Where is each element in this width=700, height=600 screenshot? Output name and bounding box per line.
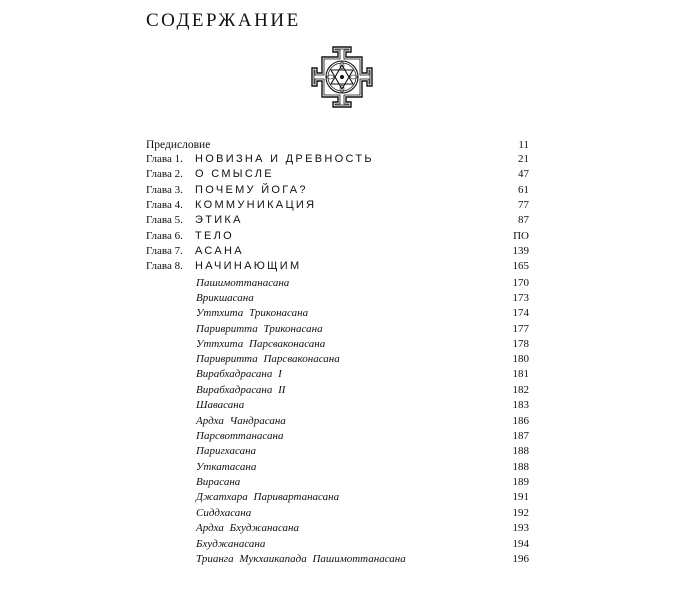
asana-page: 196: [512, 553, 529, 565]
page-title: СОДЕРЖАНИЕ: [146, 10, 301, 31]
asana-title: Ардха Чандрасана: [196, 415, 286, 427]
toc-row-chapter[interactable]: [0, 244, 700, 259]
asana-title: Бхуджанасана: [196, 538, 266, 550]
chapter-title: О СМЫСЛЕ: [195, 168, 274, 180]
toc-row-asana[interactable]: [0, 322, 700, 337]
asana-page: 181: [512, 368, 529, 380]
asana-title: Уткатасана: [196, 461, 257, 473]
chapter-number: Глава 8.: [146, 260, 183, 272]
toc-row-preface[interactable]: [0, 138, 700, 153]
toc-row-asana[interactable]: [0, 460, 700, 475]
toc-row-chapter[interactable]: [0, 183, 700, 198]
toc-row-asana[interactable]: [0, 552, 700, 567]
chapter-title: КОММУНИКАЦИЯ: [195, 199, 317, 211]
preface-page: 11: [518, 139, 529, 151]
toc-row-asana[interactable]: [0, 429, 700, 444]
chapter-number: Глава 5.: [146, 214, 183, 226]
asana-page: 182: [512, 384, 529, 396]
chapter-number: Глава 2.: [146, 168, 183, 180]
asana-page: 191: [512, 491, 529, 503]
asana-page: 174: [512, 307, 529, 319]
chapter-number: Глава 1.: [146, 153, 183, 165]
toc-row-asana[interactable]: [0, 414, 700, 429]
asana-page: 187: [512, 430, 529, 442]
chapter-page: 47: [518, 168, 529, 180]
asana-title: Трианга Мукхаикапада Пашимоттанасана: [196, 553, 406, 565]
asana-page: 193: [512, 522, 529, 534]
asana-page: 189: [512, 476, 529, 488]
asana-page: 188: [512, 461, 529, 473]
asana-title: Сиддхасана: [196, 507, 252, 519]
asana-title: Уттхита Триконасана: [196, 307, 309, 319]
asana-title: Уттхита Парсваконасана: [196, 338, 326, 350]
chapter-title: НОВИЗНА И ДРЕВНОСТЬ: [195, 153, 374, 165]
chapter-title: ПОЧЕМУ ЙОГА?: [195, 184, 308, 196]
chapter-page: 21: [518, 153, 529, 165]
asana-title: Пашимоттанасана: [196, 277, 290, 289]
asana-page: 170: [512, 277, 529, 289]
chapter-title: ТЕЛО: [195, 230, 235, 242]
toc-row-asana[interactable]: [0, 475, 700, 490]
asana-page: 194: [512, 538, 529, 550]
chapter-number: Глава 3.: [146, 184, 183, 196]
chapter-page: 61: [518, 184, 529, 196]
asana-page: 173: [512, 292, 529, 304]
toc-row-chapter[interactable]: [0, 213, 700, 228]
asana-page: 180: [512, 353, 529, 365]
chapter-page: 139: [512, 245, 529, 257]
toc-row-asana[interactable]: [0, 291, 700, 306]
chapter-number: Глава 7.: [146, 245, 183, 257]
chapter-page: 165: [512, 260, 529, 272]
chapter-number: Глава 6.: [146, 230, 183, 242]
toc-row-asana[interactable]: [0, 367, 700, 382]
asana-page: 178: [512, 338, 529, 350]
toc-row-asana[interactable]: [0, 276, 700, 291]
toc-row-asana[interactable]: [0, 398, 700, 413]
asana-title: Врикшасана: [196, 292, 254, 304]
toc-row-chapter[interactable]: [0, 259, 700, 274]
asana-title: Вирасана: [196, 476, 241, 488]
asana-title: Парсвоттанасана: [196, 430, 284, 442]
chapter-page: 87: [518, 214, 529, 226]
chapter-number: Глава 4.: [146, 199, 183, 211]
asana-title: Паривритта Триконасана: [196, 323, 323, 335]
chapter-title: ЭТИКА: [195, 214, 243, 226]
toc-row-asana[interactable]: [0, 537, 700, 552]
asana-title: Вирабхадрасана II: [196, 384, 286, 396]
asana-title: Шавасана: [196, 399, 245, 411]
asana-page: 192: [512, 507, 529, 519]
toc-row-asana[interactable]: [0, 444, 700, 459]
asana-page: 183: [512, 399, 529, 411]
asana-title: Вирабхадрасана I: [196, 368, 282, 380]
toc-row-chapter[interactable]: [0, 229, 700, 244]
toc-row-chapter[interactable]: [0, 198, 700, 213]
toc-row-asana[interactable]: [0, 521, 700, 536]
asana-page: 188: [512, 445, 529, 457]
asana-page: 186: [512, 415, 529, 427]
toc-row-asana[interactable]: [0, 306, 700, 321]
preface-title: Предисловие: [146, 139, 211, 151]
asana-title: Паривритта Парсваконасана: [196, 353, 340, 365]
toc-row-asana[interactable]: [0, 490, 700, 505]
asana-title: Паригхасана: [196, 445, 257, 457]
asana-title: Джатхара Паривартанасана: [196, 491, 340, 503]
toc-row-chapter[interactable]: [0, 167, 700, 182]
toc-row-chapter[interactable]: [0, 152, 700, 167]
asana-title: Ардха Бхуджанасана: [196, 522, 300, 534]
toc-row-asana[interactable]: [0, 383, 700, 398]
chapter-title: АСАНА: [195, 245, 244, 257]
chapter-title: НАЧИНАЮЩИМ: [195, 260, 302, 272]
chapter-page: 77: [518, 199, 529, 211]
toc-row-asana[interactable]: [0, 352, 700, 367]
toc-row-asana[interactable]: [0, 506, 700, 521]
asana-page: 177: [512, 323, 529, 335]
chapter-page: ПО: [513, 230, 529, 242]
toc-row-asana[interactable]: [0, 337, 700, 352]
